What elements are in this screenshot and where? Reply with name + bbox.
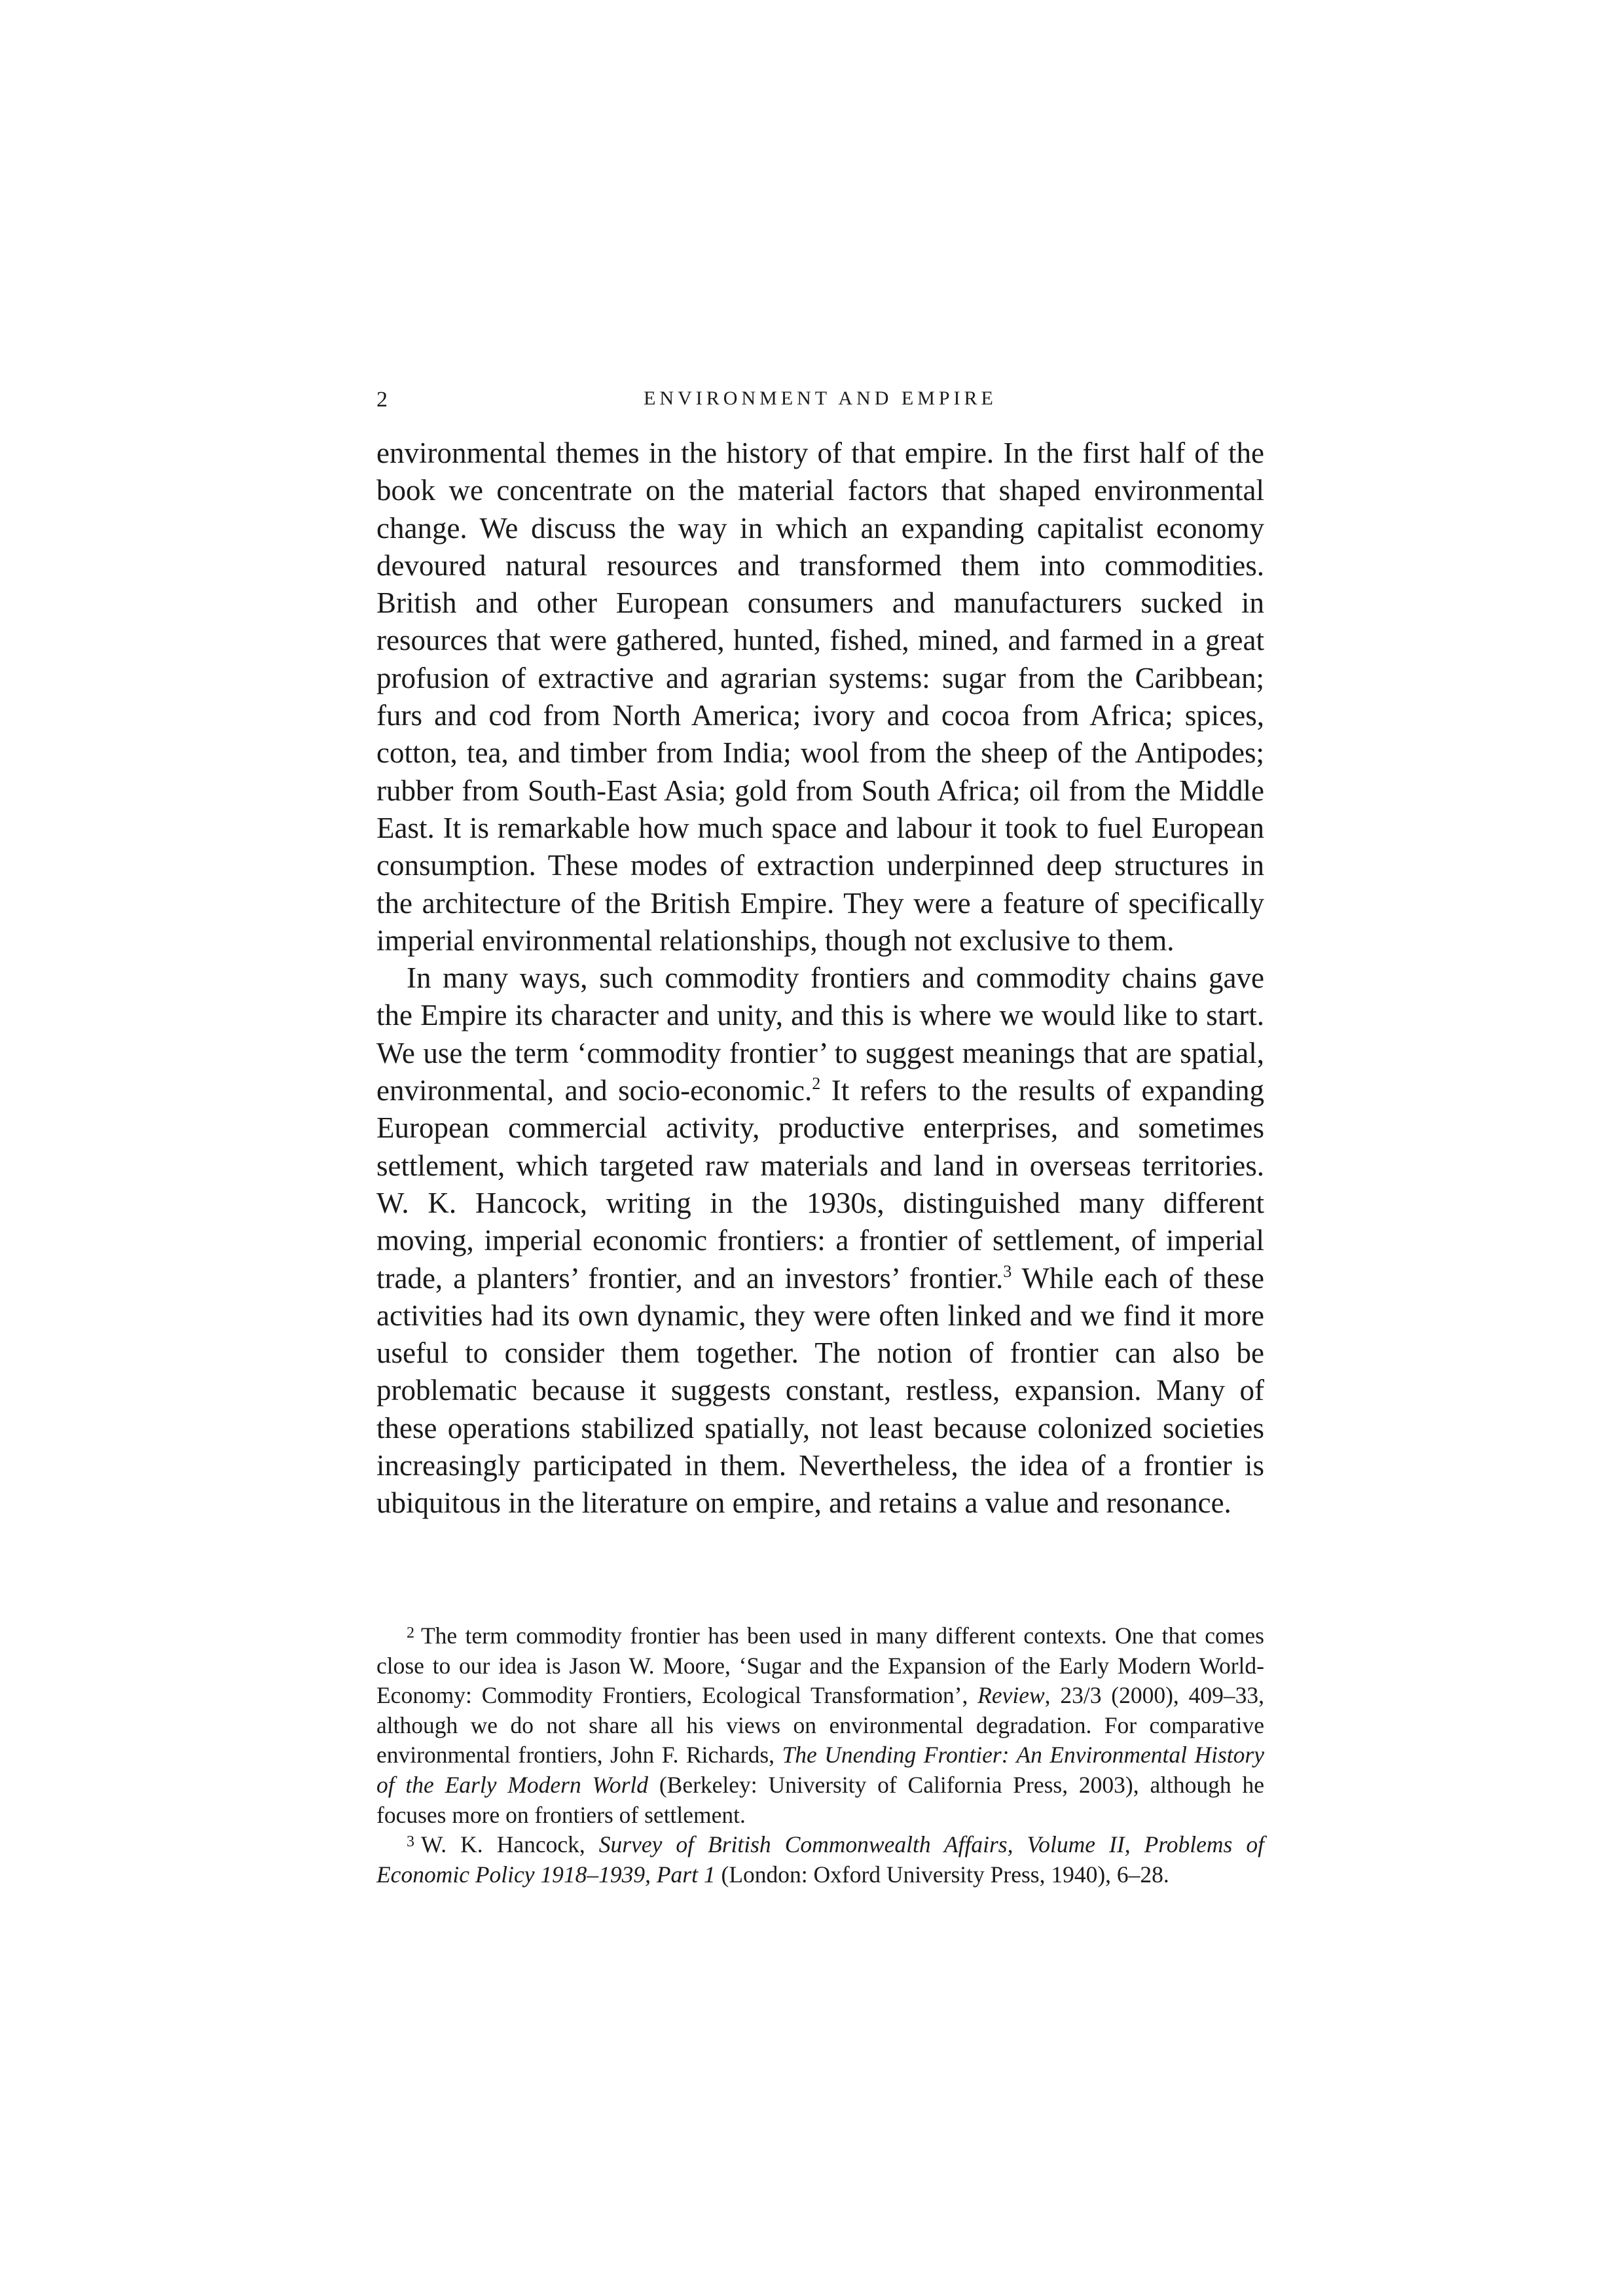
footnote-2-text-b: , 23/3 (2000), 409–33, although we do not share all his views on environmental degradation. For comparative environmental frontiers, John F. Richards, [376,1682,1264,1768]
paragraph-2-part-b: It refers to the results of expanding European commercial activity, productive enterprises, and sometimes settlement, which targeted raw materials and land in overseas territories. W. K. Hancock, writing in the 1930s, distinguished many different moving, imperial economic frontiers: a frontier of settlement, of imperial trade, a planters’ frontier, and an investors’ frontier. [376,1074,1264,1295]
running-title: ENVIRONMENT AND EMPIRE [644,387,997,409]
footnote-3-book-title: Survey of British Commonwealth Affairs, Volume II, Problems of Economic Policy 1918–1939, Part 1 [376,1831,1265,1888]
footnote-2-book-title: The Unending Frontier: An Environmental History of the Early Modern World [376,1742,1264,1798]
footnote-ref-2[interactable]: 2 [812,1074,821,1094]
footnote-2-journal-title: Review [977,1682,1045,1709]
footnote-3-text-b: (London: Oxford University Press, 1940), 6–28. [715,1861,1169,1888]
footnotes [376,1621,1264,1890]
paragraph-1: environmental themes in the history of that empire. In the first half of the book we concentrate on the material factors that shaped environmental change. We discuss the way in which an expanding capitalist economy devoured natural resources and transformed them into commodities. British and other European consumers and manufacturers sucked in resources that were gathered, hunted, fished, mined, and farmed in a great profusion of extractive and agrarian systems: sugar from the Caribbean; furs and cod from North America; ivory and cocoa from Africa; spices, cotton, tea, and timber from India; wool from the sheep of the Antipodes; rubber from South-East Asia; gold from South Africa; oil from the Middle East. It is remarkable how much space and labour it took to fuel European consumption. These modes of extraction underpinned deep structures in the architecture of the British Empire. They were a feature of specifically imperial environmental relationships, though not exclusive to them. [376,437,1264,957]
paragraph-2-part-a: In many ways, such commodity frontiers and commodity chains gave the Empire its character and unity, and this is where we would like to start. We use the term ‘commodity frontier’ to suggest meanings that are spatial, environmental, and socio-economic. [376,961,1264,1107]
footnote-ref-3[interactable]: 3 [1003,1261,1012,1281]
running-head [376,387,1264,420]
paragraph-2 [376,960,1264,1522]
footnote-3 [376,1830,1264,1890]
page-number: 2 [376,387,388,412]
body-text [376,435,1264,1522]
footnote-3-text-a: W. K. Hancock, [421,1831,599,1858]
footnote-2-text-c: (Berkeley: University of California Press, 2003), although he focuses more on frontiers of settlement. [376,1771,1264,1828]
footnote-2-mark: 2 [407,1624,414,1641]
footnote-2-text-a: The term commodity frontier has been used in many different contexts. One that comes close to our idea is Jason W. Moore, ‘Sugar and the Expansion of the Early Modern World-Economy: Commodity Frontiers, Ecological Transformation’, [376,1623,1264,1709]
paragraph-2-part-c: While each of these activities had its own dynamic, they were often linked and we find it more useful to consider them together. The notion of frontier can also be problematic because it suggests constant, restless, expansion. Many of these operations stabilized spatially, not least because colonized societies increasingly participated in them. Nevertheless, the idea of a frontier is ubiquitous in the literature on empire, and retains a value and resonance. [376,1261,1264,1520]
footnote-2 [376,1621,1264,1830]
footnote-3-mark: 3 [407,1833,414,1851]
